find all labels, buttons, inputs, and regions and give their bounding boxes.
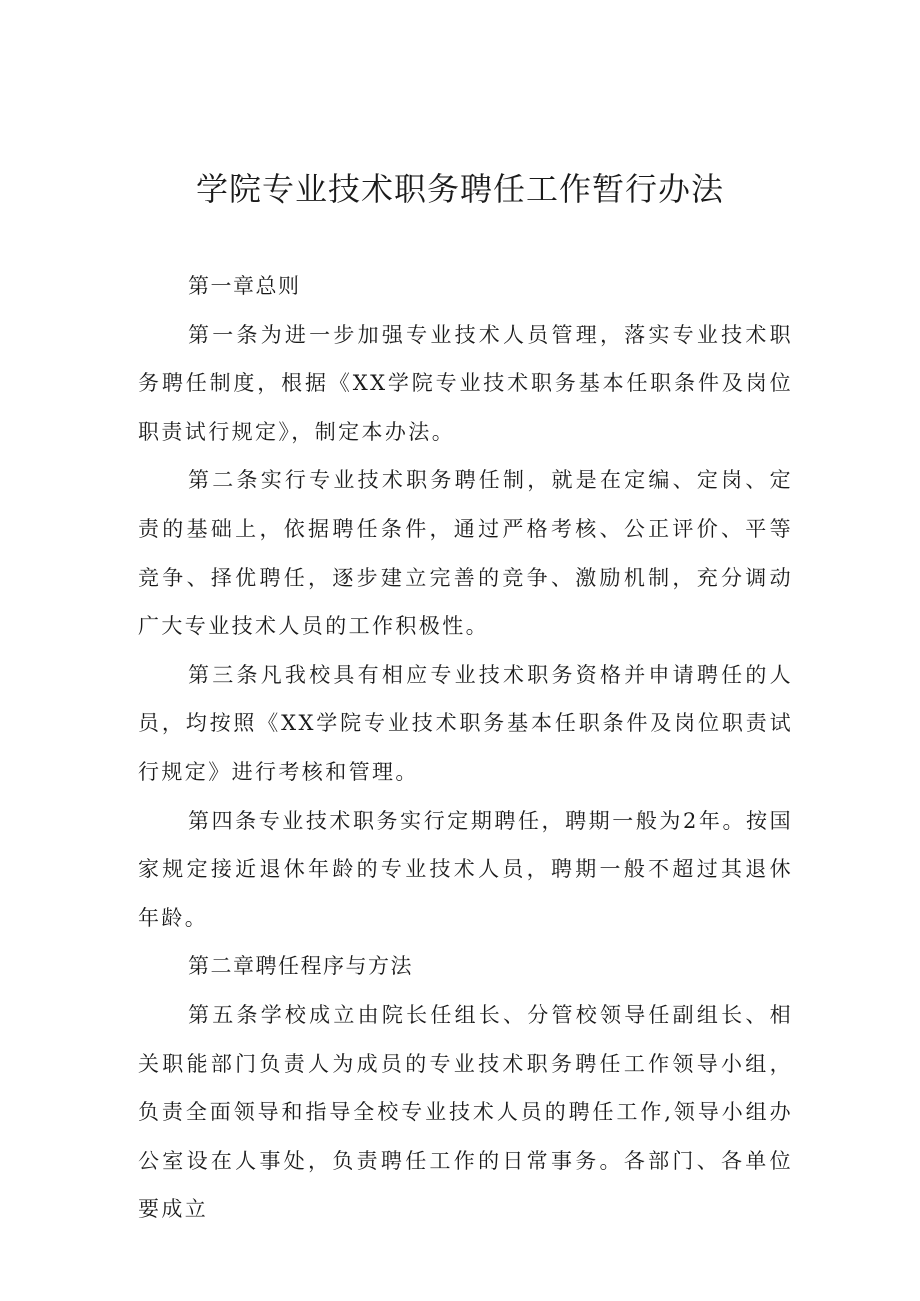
article-paragraph: 第一条为进一步加强专业技术人员管理，落实专业技术职务聘任制度，根据《XX学院专业技术职务基本任职条件及岗位职责试行规定》，制定本办法。	[138, 322, 793, 444]
article-paragraph: 第二条实行专业技术职务聘任制，就是在定编、定岗、定责的基础上，依据聘任条件，通过严格考核、公正评价、平等竞争、择优聘任，逐步建立完善的竞争、激励机制，充分调动广大专业技术人员的工作积极性。	[138, 468, 793, 639]
document-title: 学院专业技术职务聘任工作暂行办法	[195, 170, 724, 208]
article-paragraph: 第四条专业技术职务实行定期聘任，聘期一般为2年。按国家规定接近退休年龄的专业技术人员，聘期一般不超过其退休年龄。	[138, 808, 793, 930]
chapter-heading: 第一章总则	[188, 274, 301, 298]
article-paragraph: 第五条学校成立由院长任组长、分管校领导任副组长、相关职能部门负责人为成员的专业技术职务聘任工作领导小组，负责全面领导和指导全校专业技术人员的聘任工作,领导小组办公室设在人事处，负责聘任工作的日常事务。各部门、各单位要成立	[138, 1002, 793, 1222]
document-body	[138, 262, 793, 1234]
article-paragraph: 第三条凡我校具有相应专业技术职务资格并申请聘任的人员，均按照《XX学院专业技术职务基本任职条件及岗位职责试行规定》进行考核和管理。	[138, 662, 793, 784]
chapter-heading: 第二章聘任程序与方法	[188, 954, 413, 979]
